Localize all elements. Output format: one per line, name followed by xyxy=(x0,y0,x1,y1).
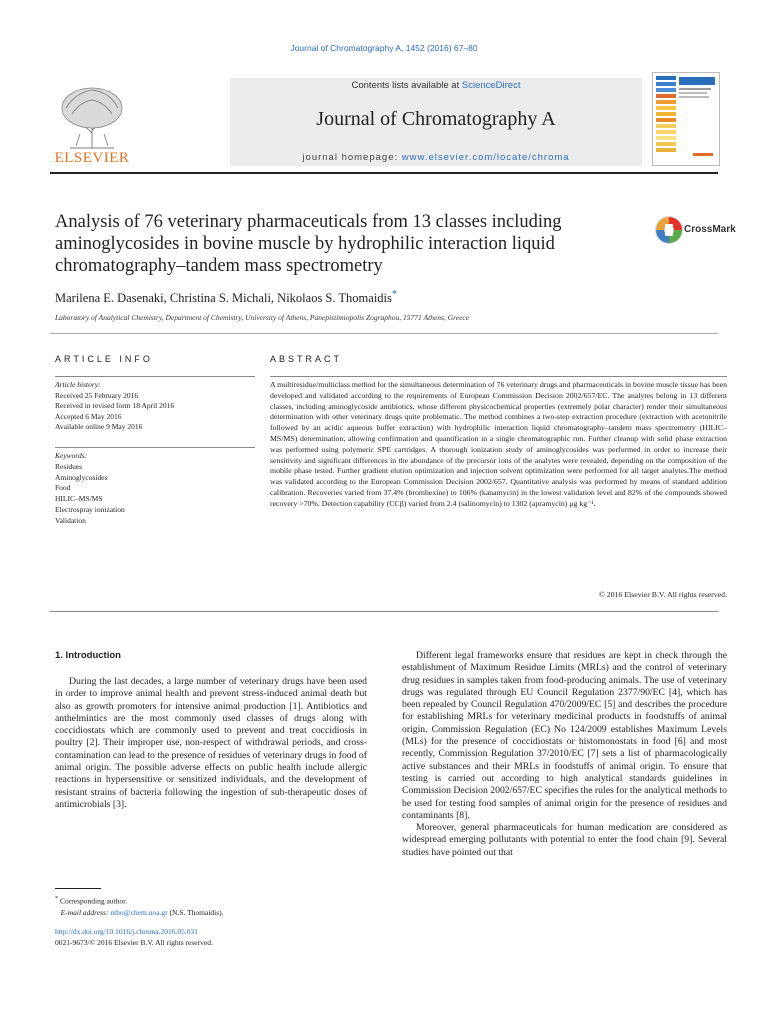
paragraph: Moreover, general pharmaceuticals for human medication are considered as widespread emerging pollutants with potential to enter the food chain [9]. Several studies have pointed out that xyxy=(402,822,727,858)
crossmark-label[interactable]: CrossMark xyxy=(684,224,736,235)
affiliation-rule xyxy=(50,333,718,334)
footnote-text: Corresponding author. xyxy=(60,896,128,906)
article-title: Analysis of 76 veterinary pharmaceuticals from 13 classes including aminoglycosides in bovine muscle by hydrophilic interaction liquid chromatography–tandem mass spectrometry xyxy=(55,212,562,276)
keyword-item: HILIC–MS/MS xyxy=(55,494,103,504)
journal-title: Journal of Chromatography A xyxy=(316,108,556,130)
abstract-heading: ABSTRACT xyxy=(270,354,343,364)
body-column-right xyxy=(402,650,727,859)
keyword-item: Residues xyxy=(55,461,83,471)
article-info-heading: ARTICLE INFO xyxy=(55,354,153,364)
paragraph: Different legal frameworks ensure that residues are kept in check through the establishment of Maximum Residue Limits (MRLs) and the control of veterinary drug residues in samples taken from food-producing animals. The use of veterinary drugs was regulated through EU Council Regulation 2377/90/EC [4], which has been repealed by Council Regulation 470/2009/EC [5] and describes the procedure for establishing MRLs for veterinary medicinal products in foodstuffs of animal origin. Commission Regulation (EC) No 124/2009 establishes Maximum Levels (MLs) for the presence of coccidiostats or histomonostats in food [6] and most recently, Commission Regulation 37/2010/EC [7] sets a list of pharmacologically active substances and their MRLs in foodstuffs of animal origin. To ensure that testing is carried out according to high analytical standards guidelines in Commission Decision 2002/657/EC specifies the rules for the analytical methods to be used for testing food samples of animal origin for the presence of residues and contaminants [8]. xyxy=(402,650,728,821)
email-suffix: (N.S. Thomaidis). xyxy=(167,907,224,917)
abstract-rule xyxy=(270,376,727,377)
author-list xyxy=(55,289,397,306)
corresponding-author-mark[interactable]: * xyxy=(391,289,398,300)
footnote xyxy=(55,893,224,918)
keyword-item: Validation xyxy=(55,515,86,525)
abstract-bottom-rule xyxy=(50,611,718,612)
footnote-mark: * xyxy=(55,895,59,902)
doi-block xyxy=(55,927,213,948)
sciencedirect-link[interactable]: ScienceDirect xyxy=(461,80,521,91)
keyword-item: Food xyxy=(55,483,71,493)
paragraph: During the last decades, a large number of veterinary drugs have been used in order to improve animal health and prevent stress-induced animal death but also as growth promoters for intensive animal production [1]. Antibiotics and anthelmintics are the most commonly used classes of drugs along with coccidiostats which are commonly used to prevent and treat coccidiosis in poultry [2]. Their improper use, non-respect of withdrawal periods, and cross-contamination can lead to the presence of residues of veterinary drugs in food of animal origin. The possible adverse effects on public health include allergic reactions in hypersensitive or sensitized individuals, and the development of resistant strains of bacteria following the ingestion of sub-therapeutic doses of antimicrobials [3]. xyxy=(55,676,367,810)
history-item: Received 25 February 2016 xyxy=(55,390,139,400)
journal-citation[interactable]: Journal of Chromatography A, 1452 (2016) 67–80 xyxy=(290,43,478,53)
body-column-left xyxy=(55,676,367,811)
article-history xyxy=(55,380,255,433)
elsevier-wordmark: ELSEVIER xyxy=(54,150,130,166)
introduction-heading: 1. Introduction xyxy=(55,650,121,661)
homepage-prefix: journal homepage: xyxy=(302,152,402,163)
contents-prefix: Contents lists available at xyxy=(351,80,462,91)
email-label: E-mail address: xyxy=(60,907,111,917)
authors-text: Marilena E. Dasenaki, Christina S. Michali, Nikolaos S. Thomaidis xyxy=(55,291,392,306)
journal-homepage-link[interactable]: www.elsevier.com/locate/chroma xyxy=(401,152,570,163)
abstract-copyright: © 2016 Elsevier B.V. All rights reserved. xyxy=(598,590,727,599)
history-item: Available online 9 May 2016 xyxy=(55,422,143,431)
keywords-label: Keywords: xyxy=(55,451,88,460)
footnote-rule xyxy=(55,888,101,889)
issn-line: 0021-9673/© 2016 Elsevier B.V. All rights reserved. xyxy=(55,937,213,947)
journal-cover-thumbnail[interactable] xyxy=(652,72,720,166)
keywords-rule xyxy=(55,447,255,448)
history-label: Article history: xyxy=(55,380,101,389)
keyword-item: Aminoglycosides xyxy=(55,472,108,482)
history-item: Accepted 6 May 2016 xyxy=(55,411,122,421)
journal-homepage-line xyxy=(230,152,642,163)
abstract-text: A multiresidue/multiclass method for the simultaneous determination of 76 veterinary drugs and pharmaceuticals in bovine muscle tissue has been developed and validated according to the requirements of European Commission Decision 2002/657/EC. The analytes belong in 13 different classes, including aminoglycoside antibiotics, whose different physicochemical properties (extremely polar character) render their simultaneous determination with other veterinary drugs quite problematic. The method combines a two-step extraction procedure (extraction with acetonitrile followed by an acidic aqueous buffer extraction) with hydrophilic interaction liquid chromatography–tandem mass spectrometry (HILIC–MS/MS) determination, allowing confirmation and quantification in a single chromatographic run. Further cleanup with solid phase extraction was performed using polymeric SPE cartridges. A thorough ionization study of aminoglycosides was performed in order to increase their sensitivity and significant differences in the abundance of the precursor ions of the analytes were revealed, depending on the composition of the mobile phase tested. Further gradient elution optimization and injection solvent optimization were performed for all target analytes.The method was validated according to the European Commission Decision 2002/657. Quantitative analysis was performed by means of standard addition calibration. Recoveries varied from 37.4% (bromhexine) to 106% (kanamycin) in the lowest validation level and 82% of the compounds showed recovery >70%. Detection capability (CCβ) varied from 2.4 (salinomycin) to 1302 (apramycin) μg kg⁻¹. xyxy=(270,380,727,508)
keywords xyxy=(55,451,255,527)
keyword-item: Electrospray ionization xyxy=(55,504,125,514)
history-item: Received in revised form 18 April 2016 xyxy=(55,401,175,410)
doi-link[interactable]: http://dx.doi.org/10.1016/j.chroma.2016.05.031 xyxy=(55,927,198,936)
email-link[interactable]: ntho@chem.uoa.gr xyxy=(110,907,168,917)
article-info-rule xyxy=(55,376,255,377)
contents-available-line xyxy=(230,80,642,91)
header-rule xyxy=(50,172,718,174)
affiliation: Laboratory of Analytical Chemistry, Department of Chemistry, University of Athens, Panepistimiopolis Zographou, 15771 Athens, Greece xyxy=(55,313,470,322)
